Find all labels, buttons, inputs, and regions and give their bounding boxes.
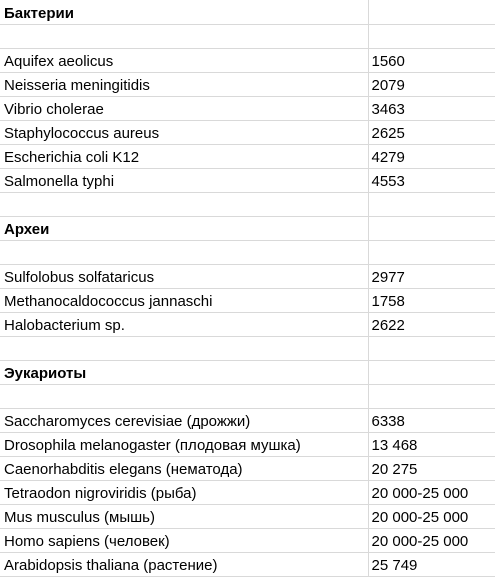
gene-count-cell[interactable]: 3463	[368, 96, 495, 120]
table-row	[0, 120, 495, 144]
gene-count-cell[interactable]: 2622	[368, 312, 495, 336]
organism-name-cell[interactable]: Methanocaldococcus jannaschi	[0, 288, 368, 312]
empty-cell[interactable]	[368, 240, 495, 264]
table-row	[0, 264, 495, 288]
table-row	[0, 528, 495, 552]
gene-count-cell[interactable]: 2079	[368, 72, 495, 96]
empty-cell[interactable]	[0, 240, 368, 264]
empty-cell[interactable]	[368, 384, 495, 408]
empty-cell[interactable]	[0, 24, 368, 48]
gene-count-cell[interactable]: 4553	[368, 168, 495, 192]
gene-count-cell[interactable]: 13 468	[368, 432, 495, 456]
table-row	[0, 432, 495, 456]
organism-name-cell[interactable]: Mus musculus (мышь)	[0, 504, 368, 528]
organism-name-cell[interactable]: Halobacterium sp.	[0, 312, 368, 336]
gene-count-cell[interactable]: 20 000-25 000	[368, 480, 495, 504]
spacer-row	[0, 24, 495, 48]
table-row	[0, 48, 495, 72]
spacer-row	[0, 384, 495, 408]
section-header-row	[0, 216, 495, 240]
spacer-row	[0, 240, 495, 264]
spacer-row	[0, 336, 495, 360]
empty-cell[interactable]	[0, 336, 368, 360]
gene-count-cell[interactable]: 20 000-25 000	[368, 504, 495, 528]
organism-name-cell[interactable]: Tetraodon nigroviridis (рыба)	[0, 480, 368, 504]
empty-cell[interactable]	[368, 216, 495, 240]
section-title-cell[interactable]: Эукариоты	[0, 360, 368, 384]
gene-count-cell[interactable]: 20 000-25 000	[368, 528, 495, 552]
empty-cell[interactable]	[368, 0, 495, 24]
organism-name-cell[interactable]: Escherichia coli K12	[0, 144, 368, 168]
organism-name-cell[interactable]: Drosophila melanogaster (плодовая мушка)	[0, 432, 368, 456]
section-header-row	[0, 0, 495, 24]
empty-cell[interactable]	[368, 336, 495, 360]
table-row	[0, 168, 495, 192]
organism-name-cell[interactable]: Neisseria meningitidis	[0, 72, 368, 96]
table-row	[0, 96, 495, 120]
section-title-cell[interactable]: Бактерии	[0, 0, 368, 24]
table-row	[0, 288, 495, 312]
gene-count-cell[interactable]: 1560	[368, 48, 495, 72]
section-header-row	[0, 360, 495, 384]
gene-count-cell[interactable]: 2977	[368, 264, 495, 288]
empty-cell[interactable]	[0, 192, 368, 216]
gene-count-cell[interactable]: 6338	[368, 408, 495, 432]
empty-cell[interactable]	[368, 24, 495, 48]
table-row	[0, 312, 495, 336]
organism-name-cell[interactable]: Caenorhabditis elegans (нематода)	[0, 456, 368, 480]
organism-name-cell[interactable]: Vibrio cholerae	[0, 96, 368, 120]
organism-name-cell[interactable]: Salmonella typhi	[0, 168, 368, 192]
organism-name-cell[interactable]: Aquifex aeolicus	[0, 48, 368, 72]
gene-count-cell[interactable]: 25 749	[368, 552, 495, 576]
table-row	[0, 480, 495, 504]
gene-count-cell[interactable]: 1758	[368, 288, 495, 312]
table-row	[0, 552, 495, 576]
spacer-row	[0, 192, 495, 216]
empty-cell[interactable]	[368, 360, 495, 384]
gene-count-cell[interactable]: 4279	[368, 144, 495, 168]
gene-count-cell[interactable]: 20 275	[368, 456, 495, 480]
empty-cell[interactable]	[368, 192, 495, 216]
table-row	[0, 408, 495, 432]
organism-name-cell[interactable]: Arabidopsis thaliana (растение)	[0, 552, 368, 576]
table-row	[0, 504, 495, 528]
organism-name-cell[interactable]: Saccharomyces cerevisiae (дрожжи)	[0, 408, 368, 432]
empty-cell[interactable]	[0, 384, 368, 408]
gene-count-cell[interactable]: 2625	[368, 120, 495, 144]
organism-name-cell[interactable]: Homo sapiens (человек)	[0, 528, 368, 552]
table-row	[0, 72, 495, 96]
section-title-cell[interactable]: Археи	[0, 216, 368, 240]
organism-name-cell[interactable]: Staphylococcus aureus	[0, 120, 368, 144]
table-row	[0, 144, 495, 168]
table-row	[0, 456, 495, 480]
organism-name-cell[interactable]: Sulfolobus solfataricus	[0, 264, 368, 288]
